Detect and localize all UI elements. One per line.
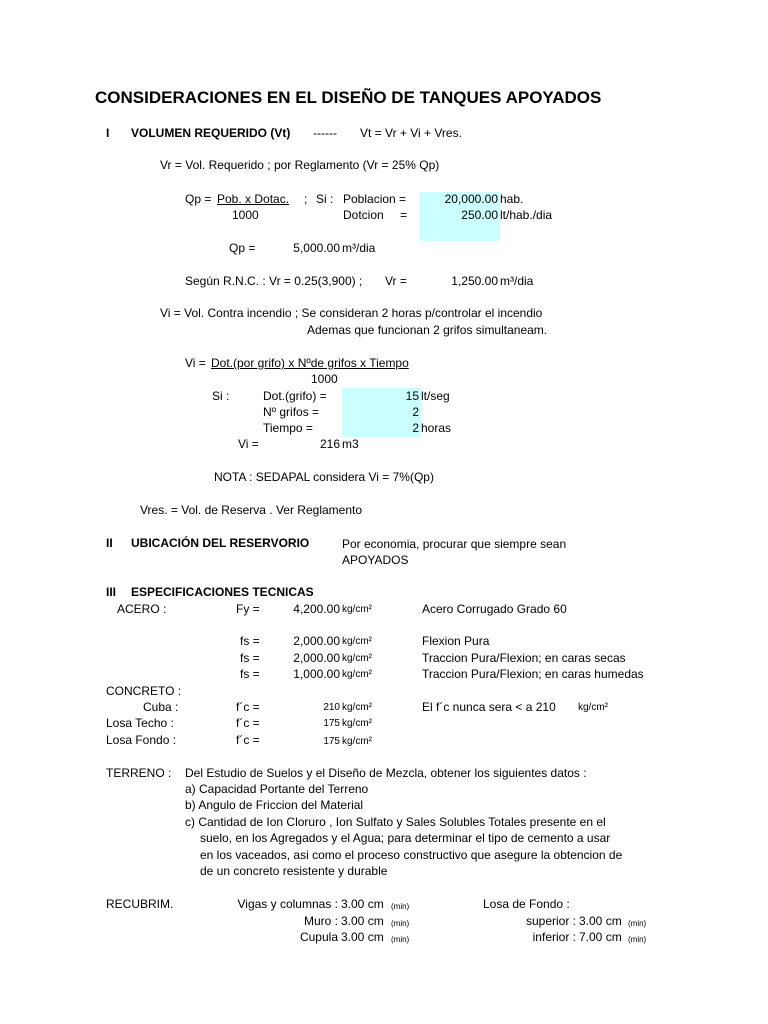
rnc-vr-value: 1,250.00 bbox=[451, 274, 498, 288]
fy-value: 4,200.00 bbox=[293, 602, 340, 616]
terreno-intro: Del Estudio de Suelos y el Diseño de Mezcla, obtener los siguientes datos : bbox=[185, 766, 587, 780]
tiempo-label: Tiempo = bbox=[263, 421, 313, 435]
superior-value: 3.00 cm bbox=[579, 914, 622, 928]
fondo-fc-unit: kg/cm² bbox=[342, 736, 372, 747]
cuba-fc-label: f´c = bbox=[236, 700, 260, 714]
poblacion-label: Poblacion = bbox=[343, 192, 407, 206]
qp-denominator: 1000 bbox=[232, 208, 259, 222]
muro-min: (min) bbox=[391, 919, 410, 928]
qp-si: Si : bbox=[316, 192, 334, 206]
fondo-fc-value: 175 bbox=[323, 736, 340, 747]
rnc-vr-unit: m³/dia bbox=[500, 274, 534, 288]
num-grifos-value[interactable]: 2 bbox=[412, 405, 419, 419]
qp-result-unit: m³/dia bbox=[342, 241, 376, 255]
fs2-description: Traccion Pura/Flexion; en caras secas bbox=[422, 651, 626, 665]
dotacion-unit: lt/hab./dia bbox=[500, 208, 553, 222]
techo-fc-label: f´c = bbox=[236, 716, 260, 730]
fs1-description: Flexion Pura bbox=[422, 634, 490, 648]
tiempo-value[interactable]: 2 bbox=[412, 421, 419, 435]
vi-definition-2: Ademas que funcionan 2 grifos simultaneam. bbox=[307, 323, 548, 337]
vigas-label: Vigas y columnas : bbox=[237, 897, 338, 911]
poblacion-value[interactable]: 20,000.00 bbox=[444, 192, 498, 206]
poblacion-unit: hab. bbox=[500, 192, 524, 206]
fs1-unit: kg/cm² bbox=[342, 636, 372, 647]
vigas-value: 3.00 cm bbox=[341, 897, 384, 911]
rnc-text: Según R.N.C. : Vr = 0.25(3,900) ; bbox=[185, 274, 363, 288]
dot-grifo-value[interactable]: 15 bbox=[405, 389, 419, 403]
fc-note: El f´c nunca sera < a 210 bbox=[422, 700, 556, 714]
fs3-unit: kg/cm² bbox=[342, 669, 372, 680]
terreno-item-a: a) Capacidad Portante del Terreno bbox=[185, 782, 369, 796]
ubicacion-text-2: APOYADOS bbox=[342, 553, 409, 567]
inferior-value: 7.00 cm bbox=[579, 930, 622, 944]
acero-label: ACERO : bbox=[117, 602, 167, 616]
rnc-vr-label: Vr = bbox=[385, 274, 407, 288]
terreno-item-c3: en los vaceados, asi como el proceso constructivo que asegure la obtencion de bbox=[200, 848, 623, 862]
concreto-label: CONCRETO : bbox=[106, 684, 182, 698]
vi-numerator: Dot.(por grifo) x Nºde grifos x Tiempo bbox=[211, 356, 409, 370]
qp-result-value: 5,000.00 bbox=[293, 241, 340, 255]
dotacion-equals: = bbox=[400, 208, 408, 222]
fs3-label: fs = bbox=[240, 667, 260, 681]
terreno-item-c2: suelo, en los Agregados y el Agua; para determinar el tipo de cemento a usar bbox=[200, 831, 611, 845]
fs2-unit: kg/cm² bbox=[342, 653, 372, 664]
qp-result-label: Qp = bbox=[229, 241, 256, 255]
vi-si: Si : bbox=[212, 389, 230, 403]
cuba-label: Cuba : bbox=[143, 700, 179, 714]
superior-min: (min) bbox=[628, 919, 647, 928]
vi-result-unit: m3 bbox=[342, 437, 359, 451]
ubicacion-text-1: Por economia, procurar que siempre sean bbox=[342, 537, 567, 551]
terreno-item-c4: de un concreto resistente y durable bbox=[200, 864, 388, 878]
fs2-label: fs = bbox=[240, 651, 260, 665]
fy-label: Fy = bbox=[236, 602, 260, 616]
inferior-min: (min) bbox=[628, 935, 647, 944]
section-3-heading: ESPECIFICACIONES TECNICAS bbox=[131, 585, 314, 599]
page-title: CONSIDERACIONES EN EL DISEÑO DE TANQUES APOYADOS bbox=[95, 88, 602, 107]
techo-fc-value: 175 bbox=[323, 718, 340, 729]
cupula-min: (min) bbox=[391, 935, 410, 944]
cuba-fc-unit: kg/cm² bbox=[342, 702, 372, 713]
qp-equals: Qp = bbox=[185, 192, 212, 206]
terreno-item-b: b) Angulo de Friccion del Material bbox=[185, 798, 364, 812]
losa-fondo-rec-label: Losa de Fondo : bbox=[483, 897, 570, 911]
losa-fondo-label: Losa Fondo : bbox=[106, 733, 177, 747]
fs2-value: 2,000.00 bbox=[293, 651, 340, 665]
terreno-item-c1: c) Cantidad de Ion Cloruro , Ion Sulfato y Sales Solubles Totales presente en el bbox=[185, 815, 606, 829]
sedapal-note: NOTA : SEDAPAL considera Vi = 7%(Qp) bbox=[214, 470, 434, 484]
superior-label: superior : bbox=[525, 914, 576, 928]
vigas-min: (min) bbox=[391, 902, 410, 911]
recubrim-label: RECUBRIM. bbox=[106, 897, 174, 911]
fs3-description: Traccion Pura/Flexion; en caras humedas bbox=[422, 667, 644, 681]
vres-definition: Vres. = Vol. de Reserva . Ver Reglamento bbox=[140, 503, 363, 517]
muro-label: Muro : bbox=[303, 914, 338, 928]
dotacion-value[interactable]: 250.00 bbox=[461, 208, 498, 222]
section-2-number: II bbox=[106, 536, 113, 550]
vi-definition-1: Vi = Vol. Contra incendio ; Se consideran 2 horas p/controlar el incendio bbox=[160, 306, 543, 320]
vt-formula: Vt = Vr + Vi + Vres. bbox=[360, 126, 462, 140]
fondo-fc-label: f´c = bbox=[236, 733, 260, 747]
fs1-label: fs = bbox=[240, 634, 260, 648]
tiempo-unit: horas bbox=[421, 421, 452, 435]
fy-description: Acero Corrugado Grado 60 bbox=[422, 602, 567, 616]
fc-note-unit: kg/cm² bbox=[578, 702, 608, 713]
qp-separator: ; bbox=[304, 192, 308, 206]
fs3-value: 1,000.00 bbox=[293, 667, 340, 681]
vi-equals: Vi = bbox=[185, 356, 206, 370]
dotacion-label: Dotcion bbox=[343, 208, 384, 222]
cupula-label: Cupula bbox=[299, 930, 338, 944]
inferior-label: inferior : bbox=[532, 930, 576, 944]
section-1-heading: VOLUMEN REQUERIDO (Vt) bbox=[131, 126, 291, 140]
vr-definition: Vr = Vol. Requerido ; por Reglamento (Vr = 25% Qp) bbox=[160, 158, 440, 172]
dot-grifo-label: Dot.(grifo) = bbox=[263, 389, 327, 403]
section-3-number: III bbox=[106, 585, 117, 599]
cupula-value: 3.00 cm bbox=[341, 930, 384, 944]
vi-result-value: 216 bbox=[319, 437, 340, 451]
terreno-label: TERRENO : bbox=[106, 766, 172, 780]
fs1-value: 2,000.00 bbox=[293, 634, 340, 648]
qp-numerator: Pob. x Dotac. bbox=[217, 192, 290, 206]
vi-result-label: Vi = bbox=[238, 437, 259, 451]
fy-unit: kg/cm² bbox=[342, 604, 372, 615]
losa-techo-label: Losa Techo : bbox=[106, 716, 174, 730]
muro-value: 3.00 cm bbox=[341, 914, 384, 928]
num-grifos-label: Nº grifos = bbox=[263, 405, 320, 419]
cuba-fc-value: 210 bbox=[323, 702, 340, 713]
dot-grifo-unit: lt/seg bbox=[421, 389, 450, 403]
vi-denominator: 1000 bbox=[311, 372, 338, 386]
section-1-number: I bbox=[106, 126, 110, 140]
section-1-dashes: ------ bbox=[313, 126, 337, 140]
section-2-heading: UBICACIÓN DEL RESERVORIO bbox=[131, 536, 310, 550]
techo-fc-unit: kg/cm² bbox=[342, 718, 372, 729]
